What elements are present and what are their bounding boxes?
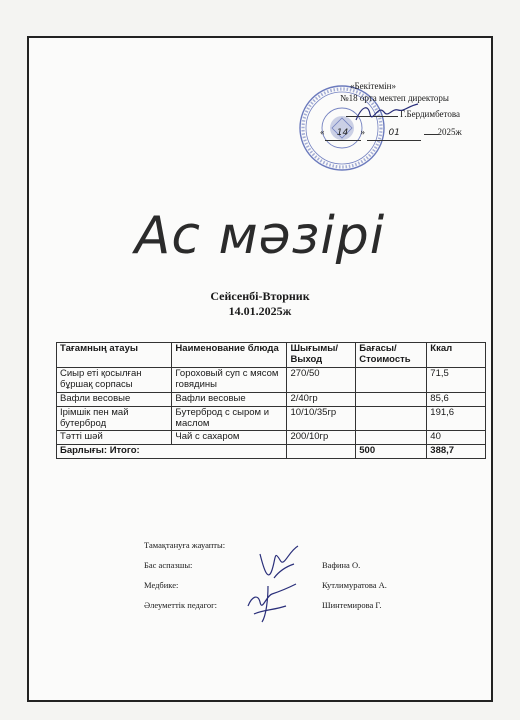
staff-role: Бас аспазшы: — [144, 560, 193, 570]
cell — [356, 406, 427, 431]
header-kcal: Ккал — [427, 343, 486, 368]
cell — [356, 431, 427, 445]
staff-role: Медбике: — [144, 580, 179, 590]
total-cost: 500 — [356, 445, 427, 459]
approval-date: « 14 » 01 2025ж — [320, 126, 486, 140]
header-name-kk: Тағамның атауы — [57, 343, 172, 368]
table-row — [57, 367, 486, 392]
cell: 270/50 — [287, 367, 356, 392]
cell: Чай с сахаром — [172, 431, 287, 445]
menu-date: 14.01.2025ж — [228, 304, 292, 318]
staff-name: Вафина О. — [322, 560, 361, 570]
header-cost: Бағасы/ Стоимость — [356, 343, 427, 368]
menu-table — [56, 342, 486, 459]
menu-days: Сейсенбі-Вторник — [210, 289, 310, 303]
table-row — [57, 431, 486, 445]
cell — [356, 367, 427, 392]
staff-heading: Тамақтануға жауапты: — [144, 540, 226, 550]
menu-date-block — [0, 289, 520, 319]
cell: Гороховый суп с мясом говядины — [172, 367, 287, 392]
staff-name: Кутлимуратова А. — [322, 580, 387, 590]
cell: Бутерброд с сыром и маслом — [172, 406, 287, 431]
cell: Вафли весовые — [57, 392, 172, 406]
cell: Сиыр еті қосылған бұршақ сорпасы — [57, 367, 172, 392]
staff-role: Әлеуметтік педагог: — [144, 600, 217, 610]
approval-title: «Бекітемін» — [350, 81, 396, 91]
table-row — [57, 406, 486, 431]
director-name: Г.Бердимбетова — [400, 109, 460, 120]
approval-month: 01 — [367, 127, 421, 140]
table-row — [57, 392, 486, 406]
cell: 2/40гр — [287, 392, 356, 406]
header-name-ru: Наименование блюда — [172, 343, 287, 368]
director-signature-icon — [352, 100, 422, 130]
total-kcal: 388,7 — [427, 445, 486, 459]
staff-name: Шинтемирова Г. — [322, 600, 382, 610]
approval-position: №18 орта мектеп директоры — [340, 93, 449, 104]
cell: Тәтті шәй — [57, 431, 172, 445]
cell: 85,6 — [427, 392, 486, 406]
cell: Ірімшік пен май бутерброд — [57, 406, 172, 431]
cell: Вафли весовые — [172, 392, 287, 406]
total-label: Барлығы: Итого: — [57, 445, 287, 459]
total-portion — [287, 445, 356, 459]
cell: 200/10гр — [287, 431, 356, 445]
table-total-row — [57, 445, 486, 459]
table-header-row — [57, 343, 486, 368]
staff-signature-icon — [238, 576, 308, 626]
approval-year: 2025ж — [437, 127, 462, 138]
page-title: Ас мәзірі — [134, 206, 386, 266]
cell: 191,6 — [427, 406, 486, 431]
approval-day: 14 — [325, 127, 361, 140]
cell: 10/10/35гр — [287, 406, 356, 431]
cell: 40 — [427, 431, 486, 445]
header-portion: Шығымы/ Выход — [287, 343, 356, 368]
cell — [356, 392, 427, 406]
cell: 71,5 — [427, 367, 486, 392]
